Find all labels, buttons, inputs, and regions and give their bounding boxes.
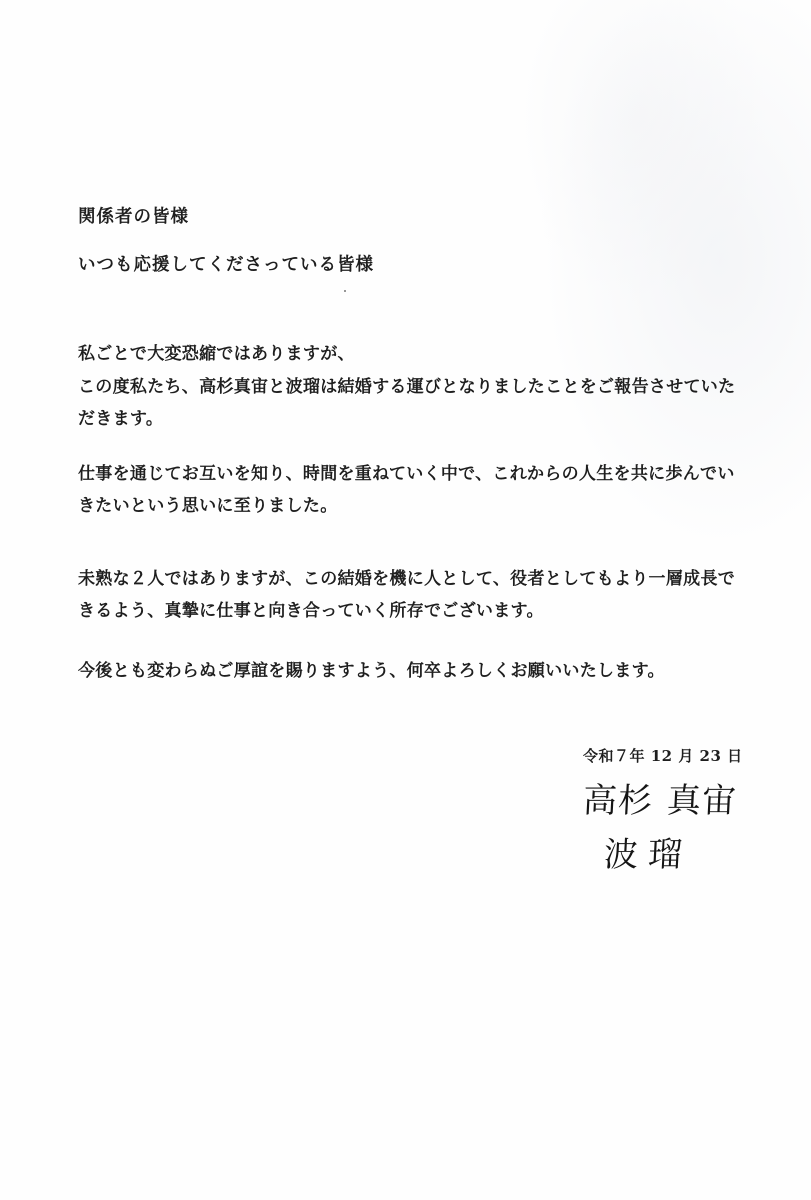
body-line: 私ごとで大変恐縮ではありますが、 [78, 344, 355, 364]
paper-speck [344, 290, 346, 292]
letter-date: 令和７年 12 月 23 日 [583, 747, 743, 765]
salutation-supporters: いつも応援してくださっている皆様 [78, 255, 374, 275]
body-line: 未熟な２人ではありますが、この結婚を機に人として、役者としてもより一層成長で [78, 569, 736, 589]
signature-given-name: 真宙 [665, 781, 739, 821]
body-line: きたいという思いに至りました。 [78, 496, 338, 516]
body-line: この度私たち、高杉真宙と波瑠は結婚する運びとなりましたことをご報告させていた [78, 377, 736, 397]
signature-haru: 波瑠 [602, 835, 694, 875]
body-line: だきます。 [78, 409, 164, 429]
signature-surname: 高杉 [581, 781, 655, 821]
body-line: きるよう、真摯に仕事と向き合っていく所存でございます。 [78, 601, 544, 621]
salutation-stakeholders: 関係者の皆様 [78, 207, 189, 227]
body-line: 今後とも変わらぬご厚誼を賜りますよう、何卒よろしくお願いいたします。 [78, 661, 665, 681]
body-line: 仕事を通じてお互いを知り、時間を重ねていく中で、これからの人生を共に歩んでい [78, 464, 735, 484]
signature-takasugi-mahiro [582, 780, 738, 822]
